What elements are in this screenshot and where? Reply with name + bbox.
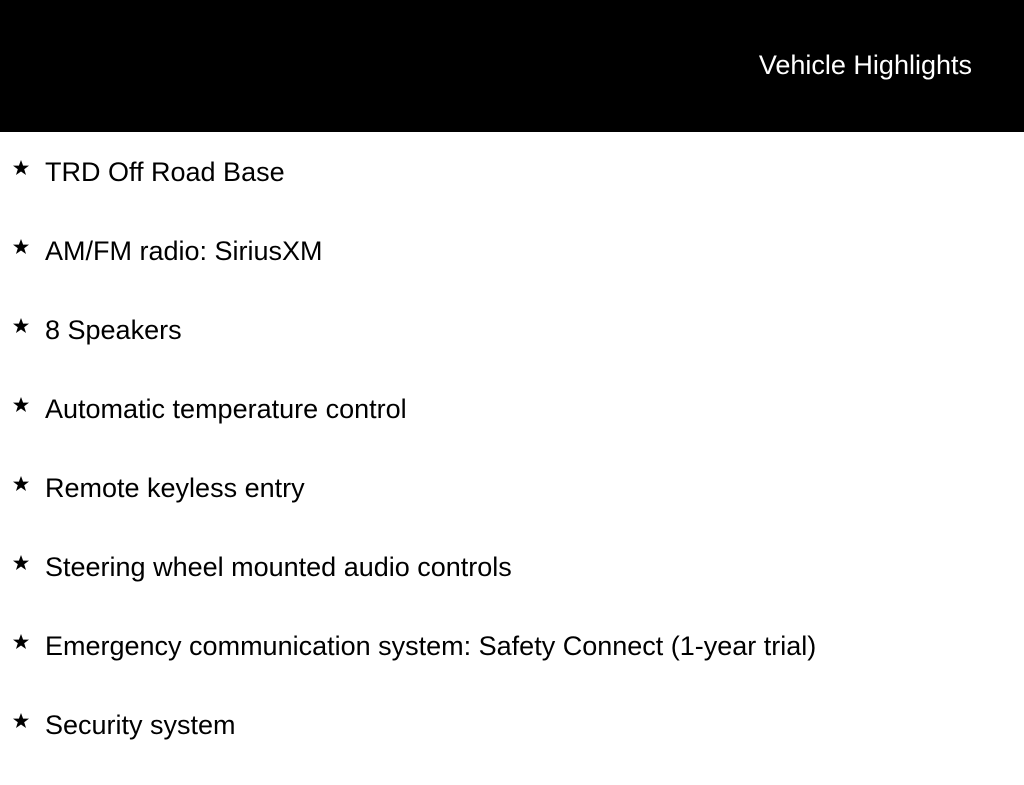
highlight-label: Steering wheel mounted audio controls [45,552,512,582]
star-icon [11,316,31,336]
highlight-label: AM/FM radio: SiriusXM [45,236,323,266]
star-icon [11,711,31,731]
star-icon [11,632,31,652]
page-title: Vehicle Highlights [758,50,972,80]
highlight-label: Emergency communication system: Safety Connect (1-year trial) [45,631,817,661]
star-icon [11,474,31,494]
highlight-label: TRD Off Road Base [45,157,285,187]
star-icon [11,553,31,573]
header-bar [0,0,1024,132]
highlight-label: Remote keyless entry [45,473,305,503]
star-icon [11,237,31,257]
highlight-label: Security system [45,710,236,740]
star-icon [11,158,31,178]
highlight-label: 8 Speakers [45,315,182,345]
star-icon [11,395,31,415]
highlight-label: Automatic temperature control [45,394,407,424]
